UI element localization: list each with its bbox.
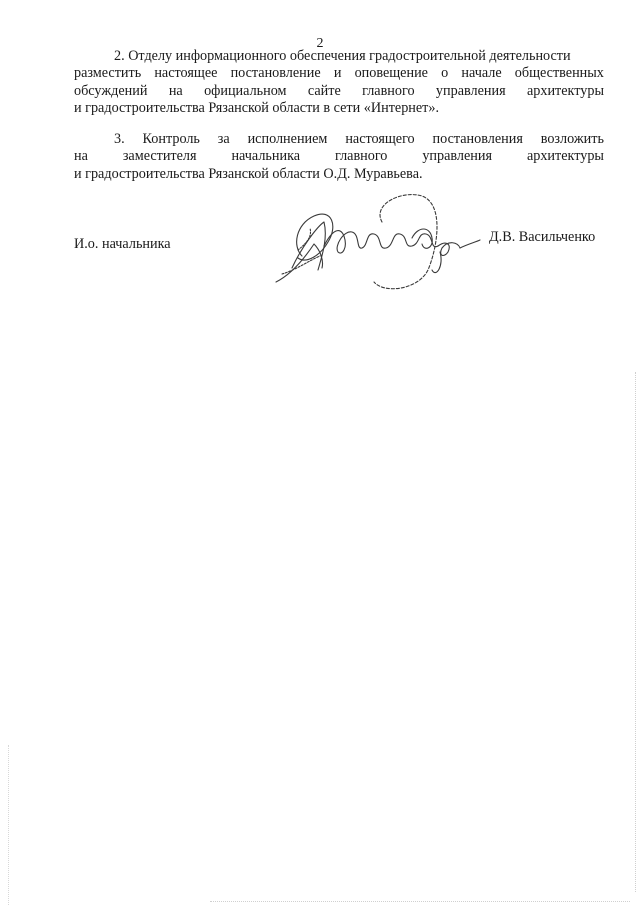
- word: главного: [362, 82, 415, 99]
- word: оповещение: [354, 65, 428, 82]
- handwritten-signature: [262, 186, 482, 296]
- word: исполнением: [247, 131, 328, 147]
- page-number: 2: [316, 36, 324, 51]
- word: Контроль: [142, 131, 200, 147]
- word: о: [441, 65, 449, 82]
- word: на: [168, 82, 183, 99]
- word: постановления: [432, 131, 523, 147]
- word: общественных: [514, 65, 604, 82]
- word: и: [333, 65, 342, 82]
- scan-edge-bottom: [210, 900, 630, 902]
- word: разместить: [74, 65, 142, 82]
- scan-edge-right: [634, 372, 636, 892]
- word: управления: [435, 82, 506, 99]
- word: заместителя: [122, 148, 197, 165]
- word: 3.: [114, 131, 125, 147]
- word: официальном: [204, 82, 287, 99]
- paragraph-2-line-3: [74, 83, 604, 100]
- word: начале: [461, 65, 502, 82]
- paragraph-2-line-4: и градостроительства Рязанской области в сети «Интернет».: [74, 99, 440, 116]
- word: обсуждений: [74, 82, 148, 99]
- word: за: [217, 131, 230, 147]
- word: возложить: [540, 131, 604, 147]
- paragraph-2-line-1: 2. Отделу информационного обеспечения градостроительной деятельности: [114, 48, 571, 64]
- scan-edge-left: [8, 745, 10, 905]
- word: настоящее: [154, 65, 218, 82]
- word: архитектуры: [526, 148, 604, 165]
- word: настоящего: [345, 131, 415, 147]
- signatory-name: Д.В. Васильченко: [489, 229, 596, 245]
- paragraph-3: [74, 131, 604, 183]
- paragraph-3-line-1: [74, 131, 604, 148]
- paragraph-2-line-2: [74, 65, 604, 82]
- paragraph-3-line-3: и градостроительства Рязанской области О.Д. Муравьева.: [74, 165, 423, 182]
- paragraph-2: [74, 48, 604, 117]
- word: начальника: [231, 148, 301, 165]
- word: архитектуры: [526, 82, 604, 99]
- word: управления: [422, 148, 493, 165]
- signatory-position: И.о. начальника: [74, 236, 171, 252]
- word: главного: [334, 148, 388, 165]
- paragraph-3-line-2: [74, 148, 604, 165]
- word: постановление: [230, 65, 321, 82]
- word: на: [74, 148, 88, 165]
- word: сайте: [307, 82, 341, 99]
